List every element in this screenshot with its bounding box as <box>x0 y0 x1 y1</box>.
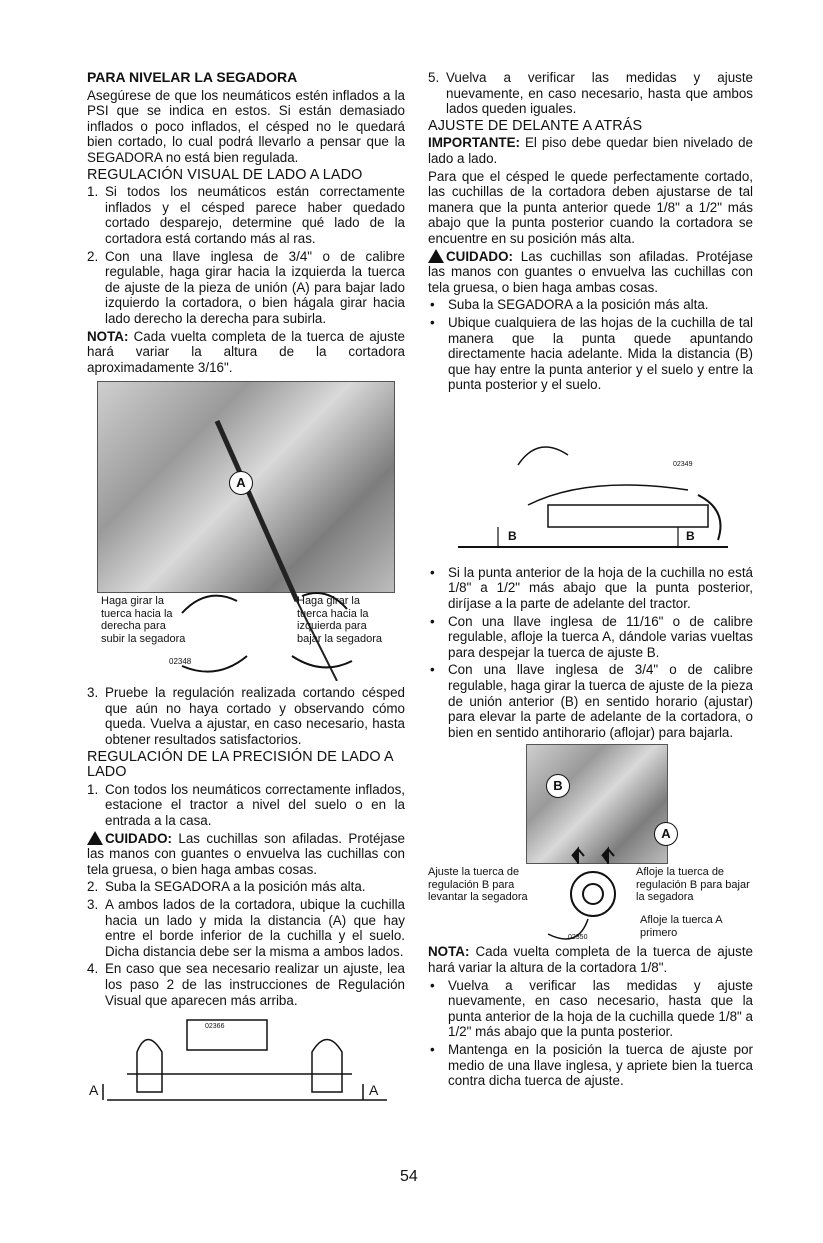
callout-a: A <box>229 471 253 495</box>
note-paragraph: NOTA: Cada vuelta completa de la tuerca de ajuste hará variar la altura de la cortadora aproximadamente 3/16". <box>87 328 405 375</box>
right-column <box>428 70 753 1091</box>
caption-turn-left: Haga girar la tuerca hacia la izquierda para bajar la segadora <box>297 595 383 645</box>
label-a-right: A <box>369 1082 379 1099</box>
blade-tip-paragraph: Para que el césped le quede perfectamente cortado, las cuchillas de la cortadora deben ajustarse de tal manera que la punta anterior quede 1/8" a 1/2" más abajo que la punta posterior cuando la cortadora se encuentre en su posición más alta. <box>428 168 753 246</box>
list-item: • Con una llave inglesa de 11/16" o de calibre regulable, afloje la tuerca A, dándole varias vueltas para despejar la tuerca de ajuste B. <box>430 613 753 660</box>
caution-paragraph: CUIDADO: Las cuchillas son afiladas. Protéjase las manos con guantes o envuelva las cuchillas con tela gruesa, o bien haga ambas cosas. <box>87 830 405 877</box>
figure-code: 02348 <box>169 657 192 667</box>
figure-code: 02350 <box>568 934 588 942</box>
label-b-rear: B <box>686 528 695 543</box>
figure-blade-measure <box>428 395 753 565</box>
list-item: 4. En caso que sea necesario realizar un ajuste, lea los paso 2 de las instrucciones de Regulación Visual que aparecen más arriba. <box>87 961 405 1008</box>
list-item: 2. Suba la SEGADORA a la posición más alta. <box>87 879 366 895</box>
warning-icon <box>428 249 444 263</box>
label-a-left: A <box>89 1082 99 1099</box>
heading-front-to-back: AJUSTE DE DELANTE A ATRÁS <box>428 117 643 134</box>
callout-b: B <box>546 774 570 798</box>
left-column <box>87 70 405 1112</box>
note-paragraph: NOTA: Cada vuelta completa de la tuerca de ajuste hará variar la altura de la cortadora 1/8". <box>428 944 753 975</box>
figure-adjust-nut <box>87 381 405 681</box>
list-item: • Si la punta anterior de la hoja de la cuchilla no está 1/8" a 1/2" más abajo que la punta posterior, diríjase a la parte de adelante del tractor. <box>430 564 753 612</box>
warning-icon <box>87 831 103 845</box>
caption-turn-right: Haga girar la tuerca hacia la derecha para subir la segadora <box>101 595 186 645</box>
list-item: 1. Si todos los neumáticos están correctamente inflados y el césped parece haber quedado cortado desparejo, determine qué lado de la cortadora está cortando más al ras. <box>87 184 405 246</box>
figure-code: 02349 <box>673 460 693 468</box>
label-b-front: B <box>508 528 517 543</box>
list-item: • Suba la SEGADORA a la posición más alta. <box>430 297 709 313</box>
heading-visual-side-to-side: REGULACIÓN VISUAL DE LADO A LADO <box>87 166 363 183</box>
list-item: • Ubique cualquiera de las hojas de la cuchilla de tal manera que la punta quede apuntando directamente hacia adelante. Mida la distancia (B) que hay entre la punta anterior y el suelo y entre la punta posterior y el suelo. <box>430 314 753 393</box>
intro-paragraph: Asegúrese de que los neumáticos estén inflados a la PSI que se indica en estos. Si están demasiado inflados o poco inflados, el césped no le quedará bien cortado, lo cual podrá llevarlo a pensar que la SEGADORA no está bien regulada. <box>87 87 405 165</box>
section-title-level-mower: PARA NIVELAR LA SEGADORA <box>87 69 298 85</box>
caption-loosen: Afloje la tuerca de regulación B para bajar la segadora <box>636 866 750 904</box>
mower-deck-illustration <box>87 1012 405 1112</box>
caution-paragraph: CUIDADO: Las cuchillas son afiladas. Protéjase las manos con guantes o envuelva las cuchillas con tela gruesa, o bien haga ambas cosas. <box>428 248 753 295</box>
blade-measure-illustration <box>428 395 753 565</box>
caption-tighten: Ajuste la tuerca de regulación B para levantar la segadora <box>428 866 528 904</box>
list-item: 3. A ambos lados de la cortadora, ubique la cuchilla hacia un lado y mida la distancia (A) que hay entre el borde inferior de la cuchilla y el suelo. Dicha distancia debe ser la misma a ambos lados. <box>87 897 405 959</box>
list-item: • Mantenga en la posición la tuerca de ajuste por medio de una llave inglesa, y apriete bien la tuerca contra dicha tuerca de ajuste. <box>430 1041 753 1089</box>
list-item: 2. Con una llave inglesa de 3/4" o de calibre regulable, haga girar hacia la izquierda la tuerca de ajuste de la pieza de unión (A) para bajar lado izquierdo la cortadora, o bien hágala girar hacia lado derecho la derecha para subirla. <box>87 248 405 326</box>
caption-loosen-a-first: Afloje la tuerca A primero <box>640 914 722 939</box>
figure-front-linkage <box>428 744 753 944</box>
page-number: 54 <box>400 1168 418 1185</box>
figure-code: 02366 <box>205 1023 225 1031</box>
list-item: 5. Vuelva a verificar las medidas y ajuste nuevamente, en caso necesario, hasta que ambos lados queden iguales. <box>428 70 753 117</box>
figure-blade-height <box>87 1012 405 1112</box>
list-item: 3. Pruebe la regulación realizada cortando césped que aún no haya cortado y observando cómo queda. Vuelva a ajustar, en caso necesario, hasta obtener resultados satisfactorios. <box>87 685 405 748</box>
list-item: • Con una llave inglesa de 3/4" o de calibre regulable, haga girar la tuerca de ajuste de la pieza de unión anterior (B) en sentido horario (ajustar) para elevar la parte de adelante de la cortadora, o bien en sentido antihorario (aflojar) para bajarla. <box>430 662 753 740</box>
list-item: 1. Con todos los neumáticos correctamente inflados, estacione el tractor a nivel del suelo o en la entrada a la casa. <box>87 781 405 829</box>
heading-precision-side-to-side: REGULACIÓN DE LA PRECISIÓN DE LADO A LADO <box>87 748 393 781</box>
important-paragraph: IMPORTANTE: El piso debe quedar bien nivelado de lado a lado. <box>428 135 753 166</box>
callout-a: A <box>654 822 678 846</box>
list-item: • Vuelva a verificar las medidas y ajuste nuevamente, en caso necesario, hasta que la punta anterior de la hoja de la cuchilla quede 1/8" a 1/2" más abajo que la punta posterior. <box>430 977 753 1040</box>
